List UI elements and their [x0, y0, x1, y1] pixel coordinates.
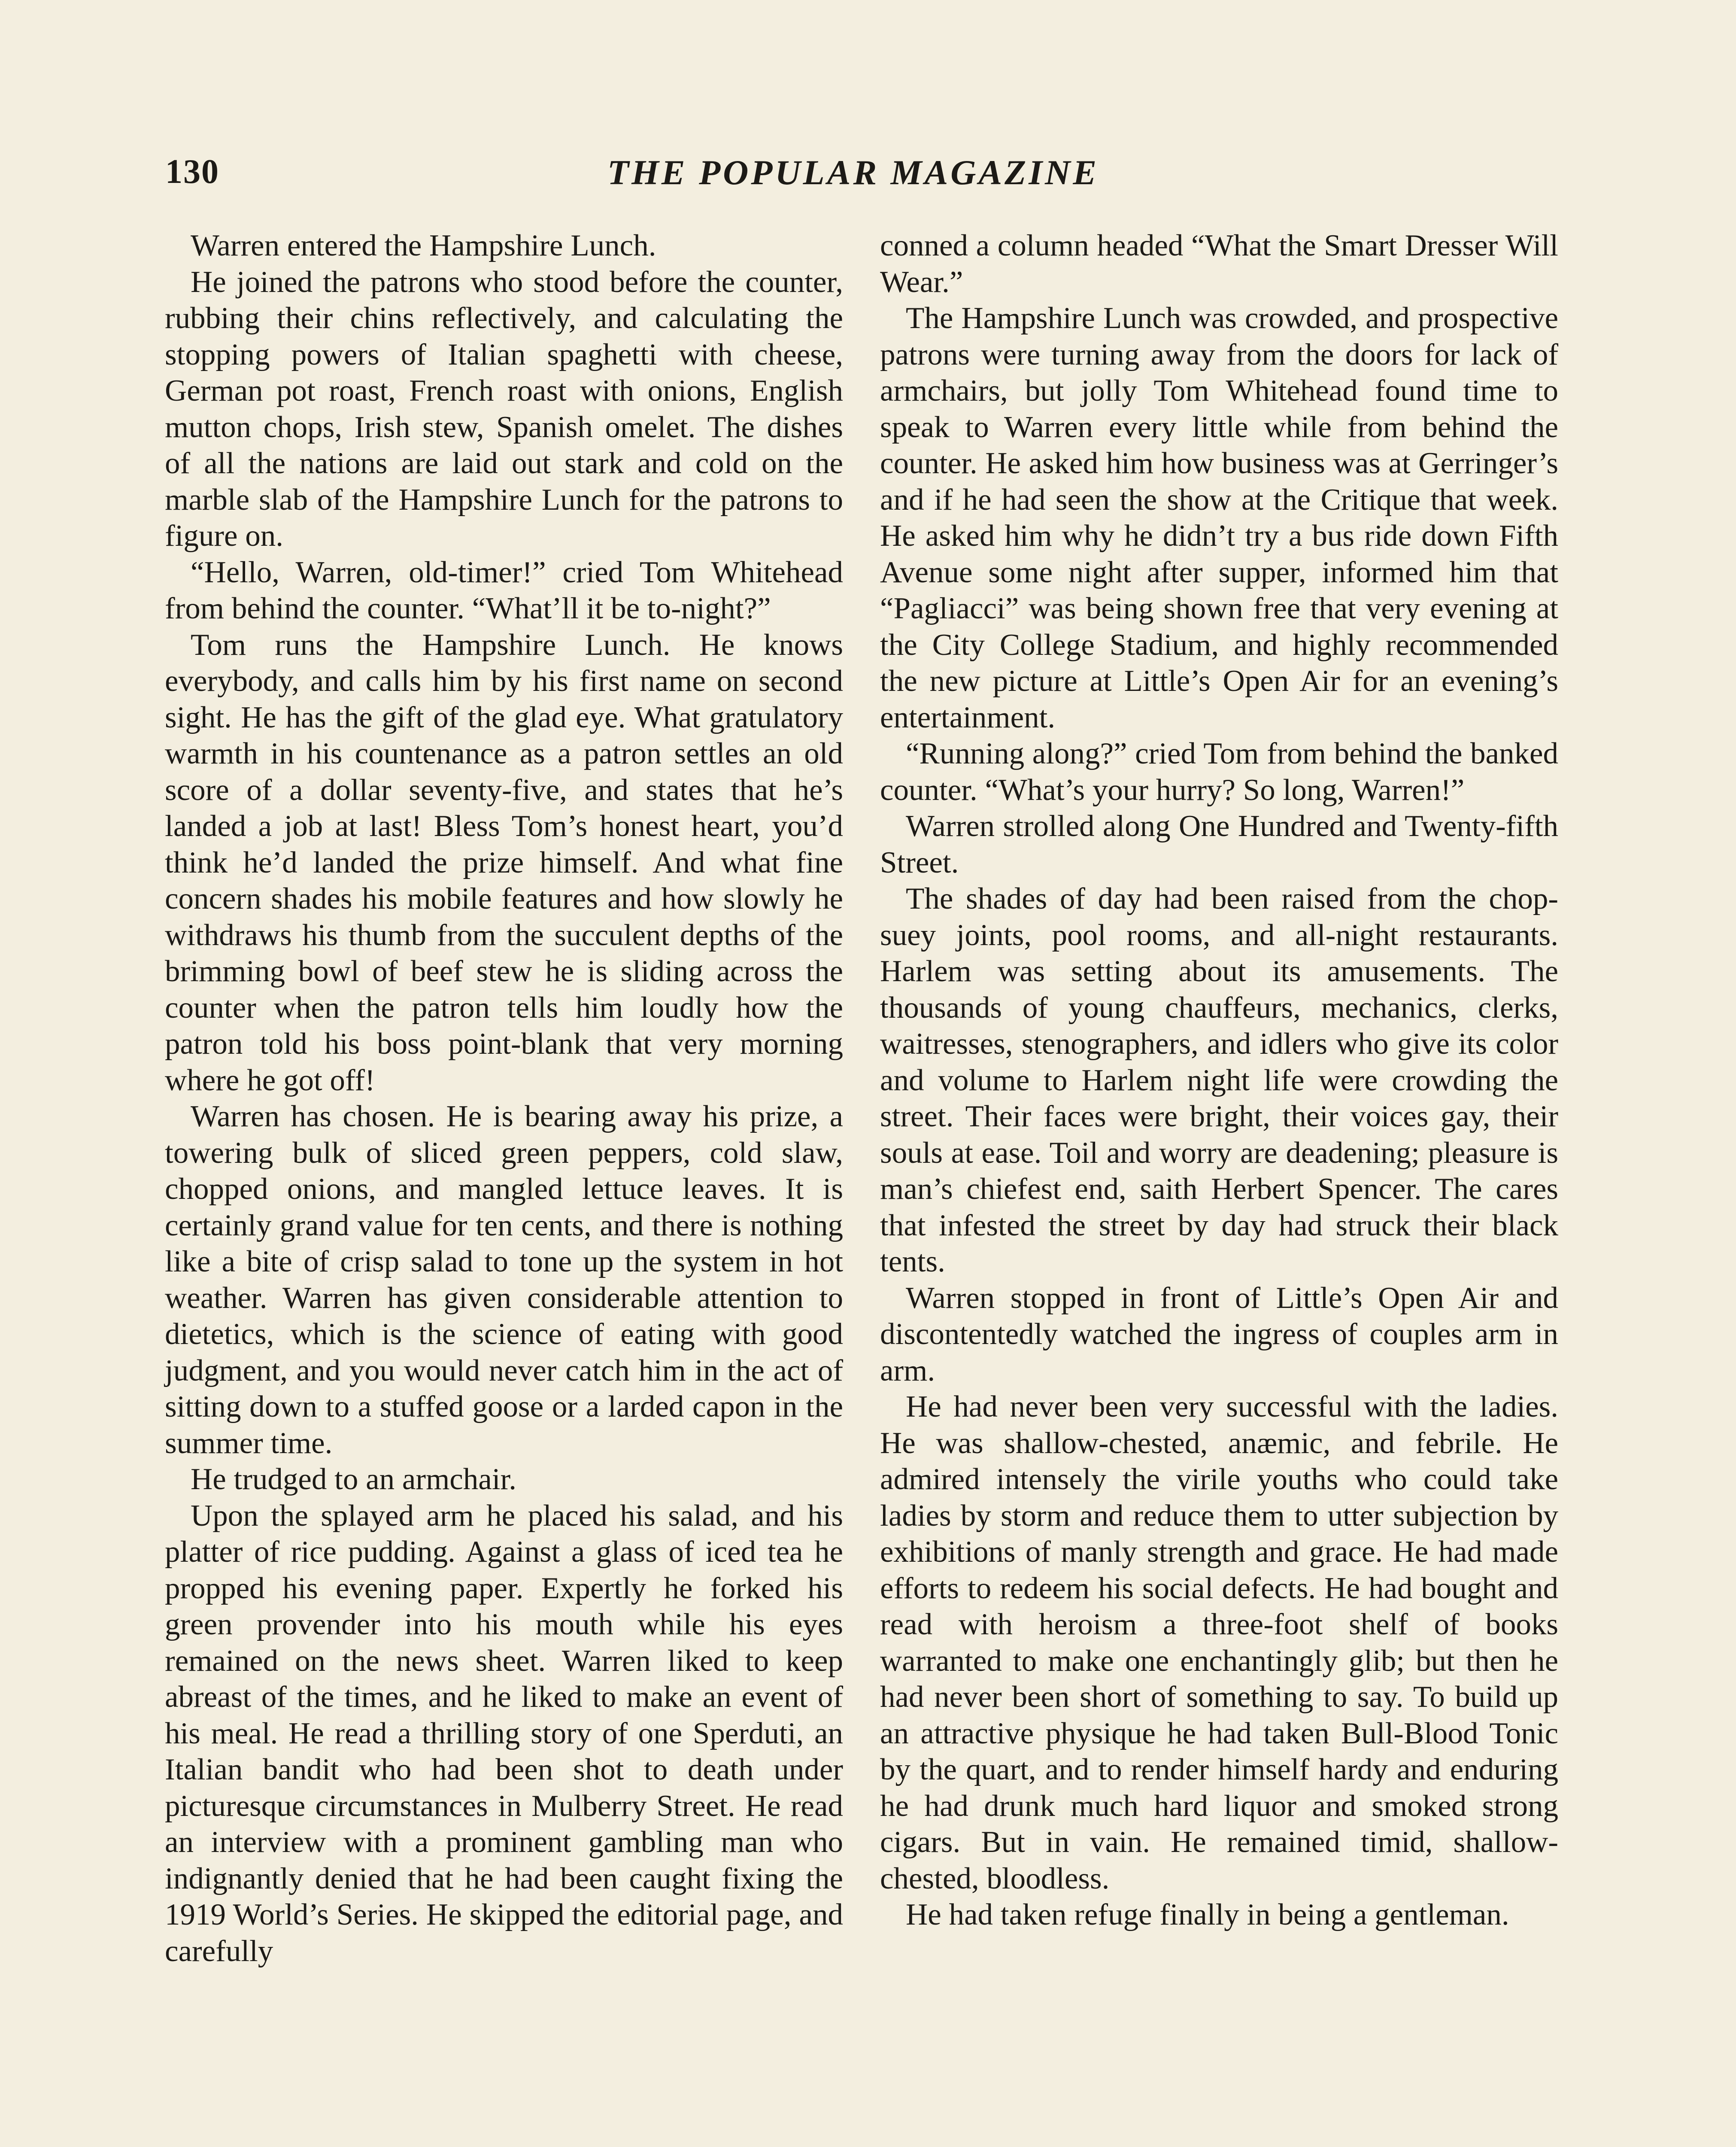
paragraph: Warren has chosen. He is bearing away his prize, a towering bulk of sliced green peppers, cold slaw, chopped onions, and mangled lettuce leaves. It is certainly grand value for ten cents, and there is nothing like a bite of crisp salad to tone up the system in hot weather. Warren has given considerable attention to dietetics, which is the science of eating with good judgment, and you would never catch him in the act of sitting down to a stuffed goose or a larded capon in the summer time. [165, 1100, 843, 1460]
paragraph: Tom runs the Hampshire Lunch. He knows everybody, and calls him by his first name on second sight. He has the gift of the glad eye. What gratulatory warmth in his countenance as a patron settles an old score of a dollar seventy-five, and states that he’s landed a job at last! Bless Tom’s honest heart, you’d think he’d landed the prize himself. And what fine concern shades his mobile features and how slowly he withdraws his thumb from the succulent depths of the brimming bowl of beef stew he is sliding across the counter when the patron tells him loudly how the patron told his boss point-blank that very morning where he got off! [165, 628, 843, 1097]
paragraph: Warren entered the Hampshire Lunch. [191, 229, 656, 262]
paragraph: The Hampshire Lunch was crowded, and prospective patrons were turning away from the doors for lack of armchairs, but jolly Tom Whitehead found time to speak to Warren every little while from behind the counter. He asked him how business was at Gerringer’s and if he had seen the show at the Critique that week. He asked him why he didn’t try a bus ride down Fifth Avenue some night after supper, informed him that “Pagliacci” was being shown free that very evening at the City College Stadium, and highly recommended the new picture at Little’s Open Air for an evening’s entertainment. [880, 301, 1558, 734]
paragraph: “Running along?” cried Tom from behind the banked counter. “What’s your hurry? So long, Warren!” [880, 737, 1558, 807]
paragraph: Warren stopped in front of Little’s Open Air and discontentedly watched the ingress of couples arm in arm. [880, 1281, 1558, 1387]
right-column [880, 228, 1558, 1933]
paragraph: Upon the splayed arm he placed his salad, and his platter of rice pudding. Against a glass of iced tea he propped his evening paper. Expertly he forked his green provender into his mouth while his eyes remained on the news sheet. Warren liked to keep abreast of the times, and he liked to make an event of his meal. He read a thrilling story of one Sperduti, an Italian bandit who had been shot to death under picturesque circumstances in Mulberry Street. He read an interview with a prominent gambling man who indignantly denied that he had been caught fixing the 1919 World’s Series. He skipped the editorial page, and carefully [165, 1499, 843, 1968]
running-title: THE POPULAR MAGAZINE [607, 153, 1099, 192]
paragraph: He had taken refuge finally in being a gentleman. [906, 1898, 1509, 1931]
paragraph: Warren strolled along One Hundred and Twenty-fifth Street. [880, 809, 1558, 879]
paragraph: He trudged to an armchair. [191, 1463, 517, 1496]
paragraph: He joined the patrons who stood before the counter, rubbing their chins reflectively, and calculating the stopping powers of Italian spaghetti with cheese, German pot roast, French roast with onions, English mutton chops, Irish stew, Spanish omelet. The dishes of all the nations are laid out stark and cold on the marble slab of the Hampshire Lunch for the patrons to figure on. [165, 265, 843, 553]
paragraph-continuation: conned a column headed “What the Smart Dresser Will Wear.” [880, 229, 1558, 299]
left-column [165, 228, 843, 1969]
paragraph: He had never been very successful with the ladies. He was shallow-chested, anæmic, and febrile. He admired intensely the virile youths who could take ladies by storm and reduce them to utter subjection by exhibitions of manly strength and grace. He had made efforts to redeem his social defects. He had bought and read with heroism a three-foot shelf of books warranted to make one enchantingly glib; but then he had never been short of something to say. To build up an attractive physique he had taken Bull-Blood Tonic by the quart, and to render himself hardy and enduring he had drunk much hard liquor and smoked strong cigars. But in vain. He remained timid, shallow-chested, bloodless. [880, 1390, 1558, 1895]
paragraph: The shades of day had been raised from the chop-suey joints, pool rooms, and all-night restaurants. Harlem was setting about its amusements. The thousands of young chauffeurs, mechanics, clerks, waitresses, stenographers, and idlers who give its color and volume to Harlem night life were crowding the street. Their faces were bright, their voices gay, their souls at ease. Toil and worry are deadening; pleasure is man’s chiefest end, saith Herbert Spencer. The cares that infested the street by day had struck their black tents. [880, 882, 1558, 1278]
page-header [165, 152, 1556, 200]
paragraph: “Hello, Warren, old-timer!” cried Tom Whitehead from behind the counter. “What’ll it be to-night?” [165, 555, 843, 625]
page-number: 130 [165, 153, 219, 191]
